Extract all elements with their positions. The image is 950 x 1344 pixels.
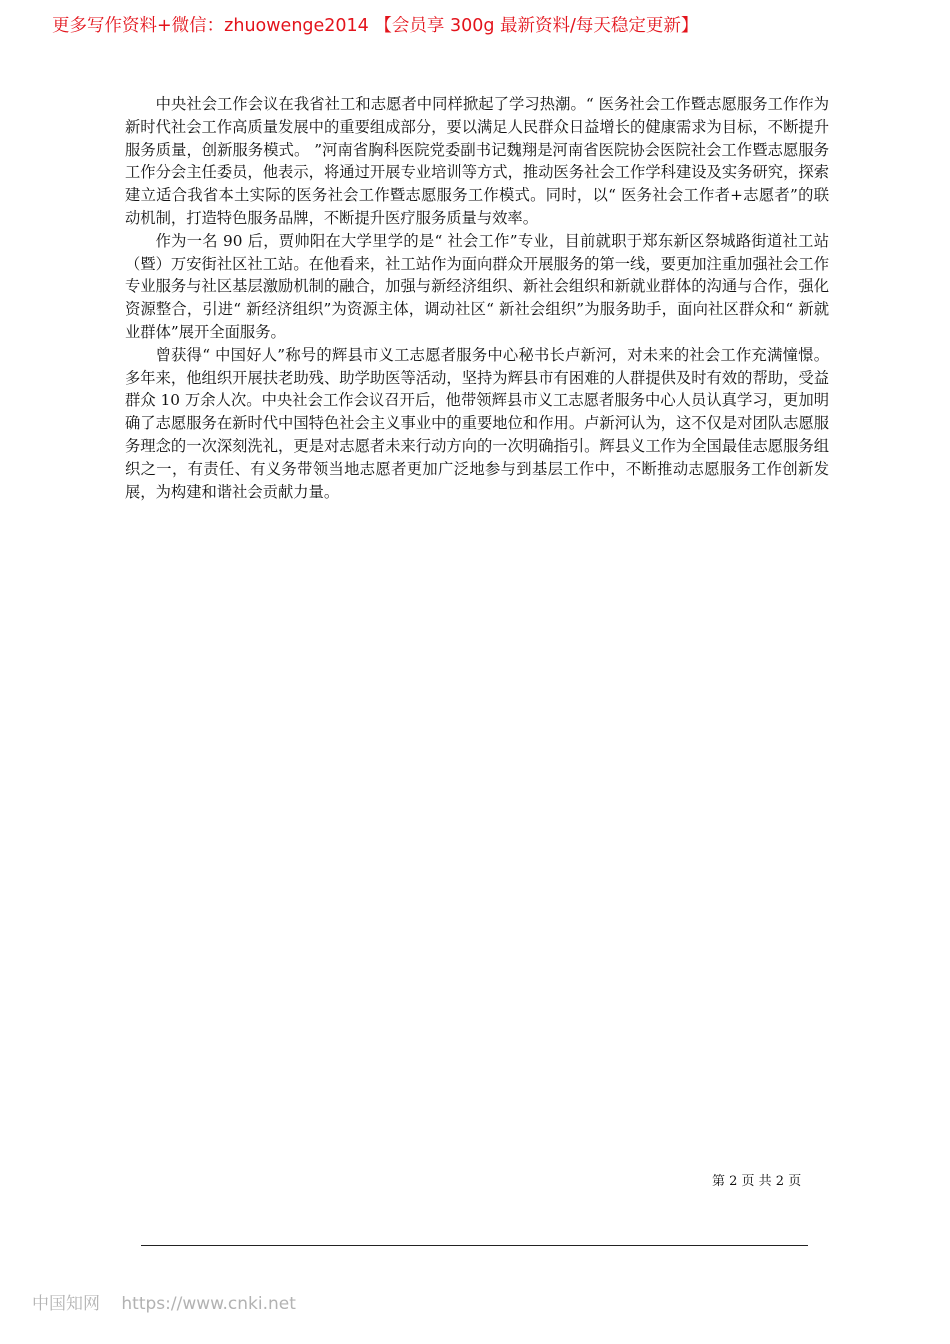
cnki-watermark <box>32 1292 296 1316</box>
footer-divider <box>141 1245 808 1246</box>
article-paragraph-3: 曾获得“ 中国好人”称号的辉县市义工志愿者服务中心秘书长卢新河，对未来的社会工作充满憧憬。多年来，他组织开展扶老助残、助学助医等活动，坚持为辉县市有困难的人群提供及时有效的帮助，受益群众 10 万余人次。中央社会工作会议召开后，他带领辉县市义工志愿者服务中心人员认真学习，更加明确了志愿服务在新时代中国特色社会主义事业中的重要地位和作用。卢新河认为，这不仅是对团队志愿服务理念的一次深刻洗礼，更是对志愿者未来行动方向的一次明确指引。辉县义工作为全国最佳志愿服务组织之一，有责任、有义务带领当地志愿者更加广泛地参与到基层工作中，不断推动志愿服务工作创新发展，为构建和谐社会贡献力量。 <box>125 345 829 501</box>
watermark-brand: 中国知网 <box>32 1294 100 1314</box>
article-paragraph-1: 中央社会工作会议在我省社工和志愿者中同样掀起了学习热潮。“ 医务社会工作暨志愿服务工作作为新时代社会工作高质量发展中的重要组成部分，要以满足人民群众日益增长的健康需求为目标，不断提升服务质量，创新服务模式。 ”河南省胸科医院党委副书记魏翔是河南省医院协会医院社会工作暨志愿服务工作分会主任委员，他表示，将通过开展专业培训等方式，推动医务社会工作学科建设及实务研究，探索建立适合我省本土实际的医务社会工作暨志愿服务工作模式。同时，以“ 医务社会工作者+志愿者”的联动机制，打造特色服务品牌，不断提升医疗服务质量与效率。 <box>125 95 829 227</box>
promo-banner: 更多写作资料+微信：zhuowenge2014 【会员享 300g 最新资料/每天稳定更新】 <box>52 16 699 36</box>
article-body <box>125 93 829 503</box>
article-paragraph-2: 作为一名 90 后，贾帅阳在大学里学的是“ 社会工作”专业，目前就职于郑东新区祭城路街道社工站（暨）万安街社区社工站。在他看来，社工站作为面向群众开展服务的第一线，要更加注重加强社会工作专业服务与社区基层激励机制的融合，加强与新经济组织、新社会组织和新就业群体的沟通与合作，强化资源整合，引进“ 新经济组织”为资源主体，调动社区“ 新社会组织”为服务助手，面向社区群众和“ 新就业群体”展开全面服务。 <box>125 231 829 341</box>
watermark-url: https://www.cnki.net <box>121 1294 296 1314</box>
page-number: 第 2 页 共 2 页 <box>712 1174 802 1189</box>
